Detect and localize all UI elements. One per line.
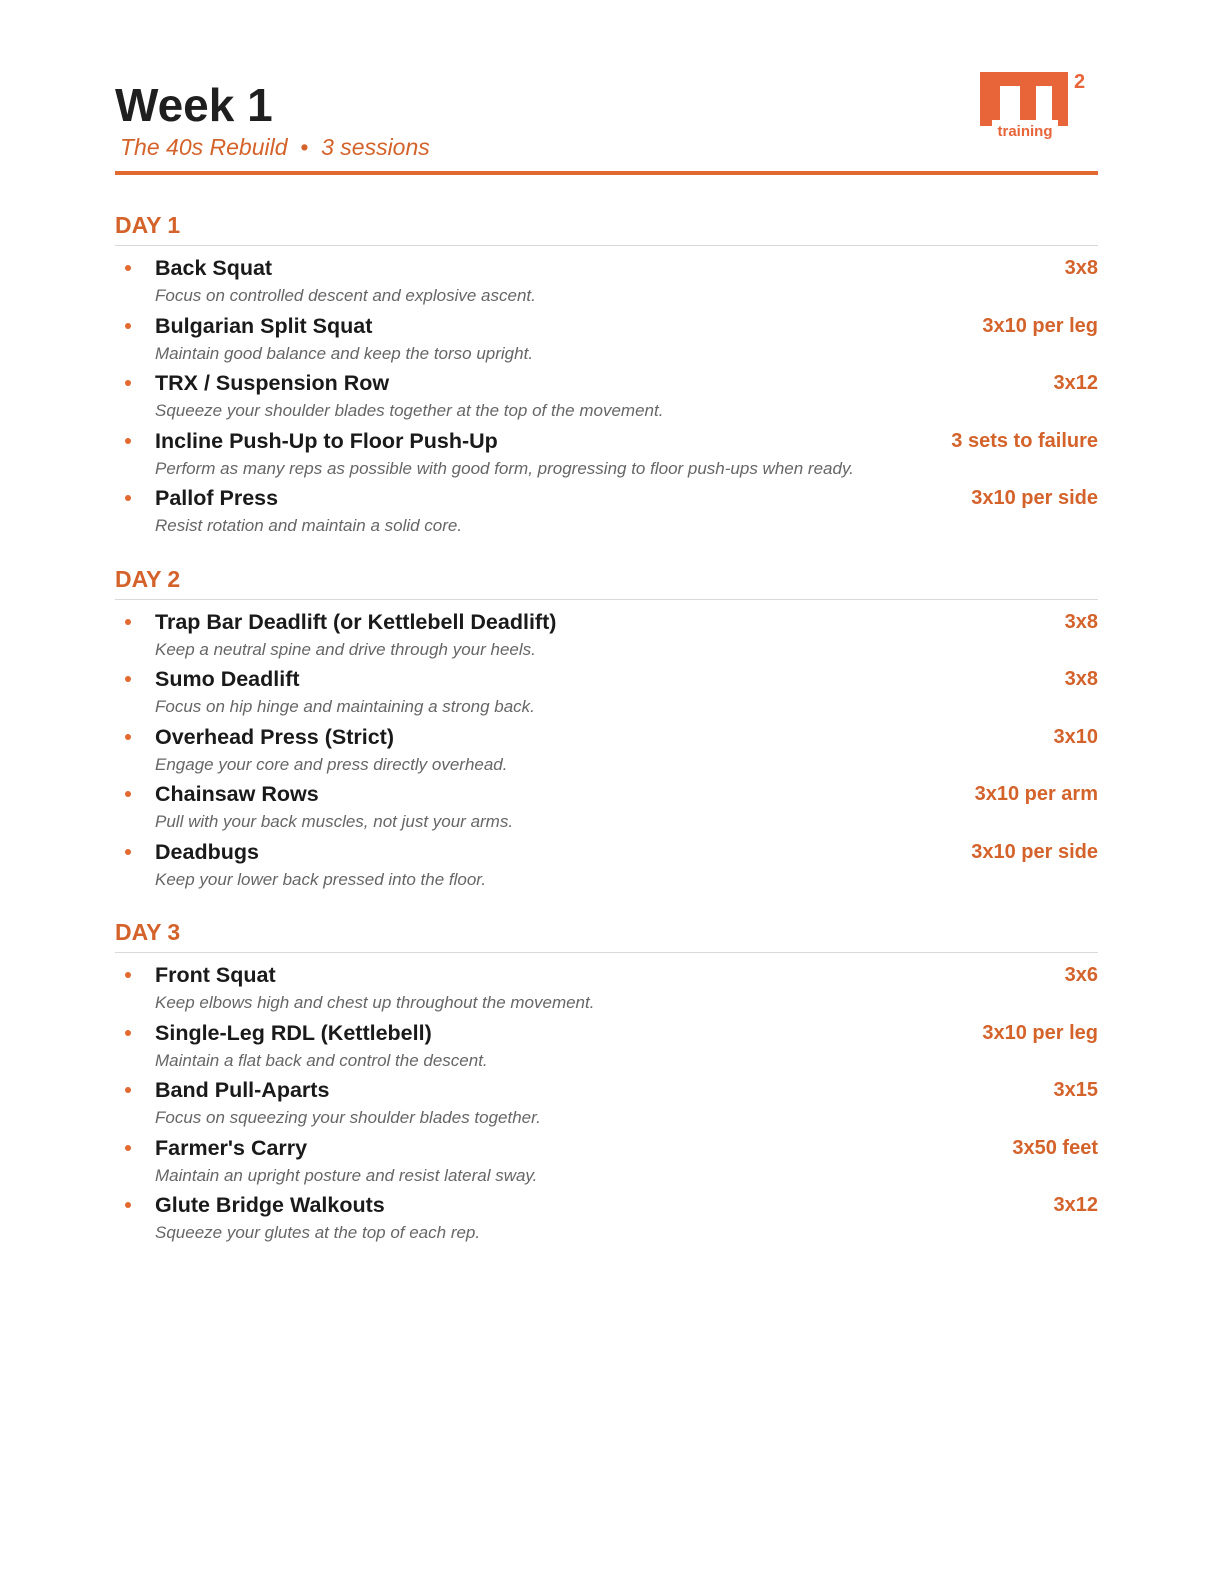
exercise-name: Single-Leg RDL (Kettlebell) <box>155 1020 432 1045</box>
exercise-name: Pallof Press <box>155 486 279 510</box>
day-heading: DAY 3 <box>115 901 1098 953</box>
exercise-note: Focus on controlled descent and explosive ascent. <box>155 286 536 305</box>
bullet-icon <box>125 495 131 501</box>
exercise-item <box>115 1135 1098 1198</box>
exercise-sets: 3x12 <box>1053 372 1098 394</box>
exercise-name: Front Squat <box>155 963 276 987</box>
exercise-name: Chainsaw Rows <box>155 782 319 806</box>
exercise-sets: 3x10 per side <box>971 487 1098 509</box>
exercise-sets: 3 sets to failure <box>951 429 1098 452</box>
exercise-note: Focus on squeezing your shoulder blades together. <box>155 1108 541 1127</box>
exercise-name: Back Squat <box>155 256 273 280</box>
workout-page <box>115 0 1098 1255</box>
m2-training-logo-icon <box>978 68 1088 140</box>
bullet-icon <box>125 1145 131 1151</box>
day-heading: DAY 2 <box>115 548 1098 600</box>
exercise-list <box>115 600 1098 902</box>
bullet-icon <box>125 791 131 797</box>
bullet-icon <box>125 323 131 329</box>
exercise-sets: 3x10 per leg <box>982 314 1098 337</box>
page-subtitle: The 40s Rebuild • 3 sessions <box>120 134 430 160</box>
exercise-item <box>115 428 1098 491</box>
page-title: Week 1 <box>115 79 273 131</box>
exercise-note: Keep your lower back pressed into the floor. <box>155 869 487 889</box>
exercise-note: Maintain an upright posture and resist lateral sway. <box>155 1165 538 1185</box>
exercise-note: Pull with your back muscles, not just your arms. <box>155 812 514 831</box>
exercise-note: Perform as many reps as possible with good form, progressing to floor push-ups when ready. <box>155 458 854 478</box>
bullet-icon <box>125 1202 131 1208</box>
exercise-item <box>115 609 1098 672</box>
exercise-sets: 3x6 <box>1064 964 1098 986</box>
bullet-icon <box>125 619 131 625</box>
exercise-item <box>115 1020 1098 1083</box>
exercise-sets: 3x8 <box>1064 257 1098 279</box>
exercise-item <box>115 486 1098 548</box>
bullet-icon <box>125 1087 131 1093</box>
exercise-note: Squeeze your glutes at the top of each rep. <box>155 1223 481 1242</box>
exercise-item <box>115 667 1098 729</box>
exercise-list <box>115 246 1098 548</box>
exercise-item <box>115 782 1098 844</box>
exercise-name: Trap Bar Deadlift (or Kettlebell Deadlift) <box>155 609 557 634</box>
brand-logo <box>978 68 1088 140</box>
exercise-item <box>115 371 1098 433</box>
exercise-list <box>115 953 1098 1255</box>
exercise-sets: 3x10 <box>1053 725 1098 748</box>
exercise-note: Focus on hip hinge and maintaining a strong back. <box>155 697 535 716</box>
exercise-sets: 3x8 <box>1064 610 1098 633</box>
logo-text: training <box>997 123 1053 140</box>
bullet-icon <box>125 265 131 271</box>
exercise-name: Band Pull-Aparts <box>155 1078 330 1102</box>
exercise-name: Deadbugs <box>155 839 259 864</box>
logo-superscript: 2 <box>1074 71 1086 93</box>
bullet-icon <box>125 676 131 682</box>
exercise-note: Maintain good balance and keep the torso upright. <box>155 343 534 363</box>
bullet-icon <box>125 734 131 740</box>
exercise-note: Maintain a flat back and control the descent. <box>155 1050 488 1070</box>
page-header <box>115 0 1098 176</box>
days-list <box>115 176 1098 1255</box>
exercise-item <box>115 313 1098 376</box>
exercise-note: Resist rotation and maintain a solid core. <box>155 516 463 535</box>
exercise-sets: 3x10 per arm <box>974 783 1098 805</box>
exercise-name: Bulgarian Split Squat <box>155 313 373 338</box>
exercise-note: Keep a neutral spine and drive through your heels. <box>155 639 536 659</box>
bullet-icon <box>125 849 131 855</box>
bullet-icon <box>125 438 131 444</box>
day-section <box>115 176 1098 548</box>
exercise-name: Glute Bridge Walkouts <box>155 1193 385 1217</box>
exercise-name: TRX / Suspension Row <box>155 371 390 395</box>
exercise-note: Keep elbows high and chest up throughout the movement. <box>155 993 595 1012</box>
exercise-item <box>115 963 1098 1025</box>
exercise-item <box>115 724 1098 787</box>
exercise-sets: 3x15 <box>1053 1079 1098 1101</box>
exercise-name: Sumo Deadlift <box>155 667 300 691</box>
exercise-item <box>115 1078 1098 1140</box>
exercise-name: Farmer's Carry <box>155 1135 308 1160</box>
exercise-item <box>115 1193 1098 1255</box>
header-divider <box>115 171 1098 175</box>
exercise-sets: 3x50 feet <box>1012 1136 1098 1159</box>
exercise-name: Overhead Press (Strict) <box>155 724 394 749</box>
day-heading: DAY 1 <box>115 176 1098 246</box>
exercise-sets: 3x8 <box>1064 668 1098 690</box>
bullet-icon <box>125 972 131 978</box>
exercise-sets: 3x12 <box>1053 1194 1098 1216</box>
bullet-icon <box>125 1030 131 1036</box>
exercise-name: Incline Push-Up to Floor Push-Up <box>155 428 498 453</box>
exercise-sets: 3x10 per leg <box>982 1021 1098 1044</box>
bullet-icon <box>125 380 131 386</box>
exercise-item <box>115 839 1098 902</box>
day-section <box>115 548 1098 902</box>
exercise-sets: 3x10 per side <box>971 840 1098 863</box>
exercise-note: Engage your core and press directly overhead. <box>155 754 508 774</box>
exercise-note: Squeeze your shoulder blades together at the top of the movement. <box>155 401 664 420</box>
exercise-item <box>115 256 1098 318</box>
day-section <box>115 901 1098 1255</box>
